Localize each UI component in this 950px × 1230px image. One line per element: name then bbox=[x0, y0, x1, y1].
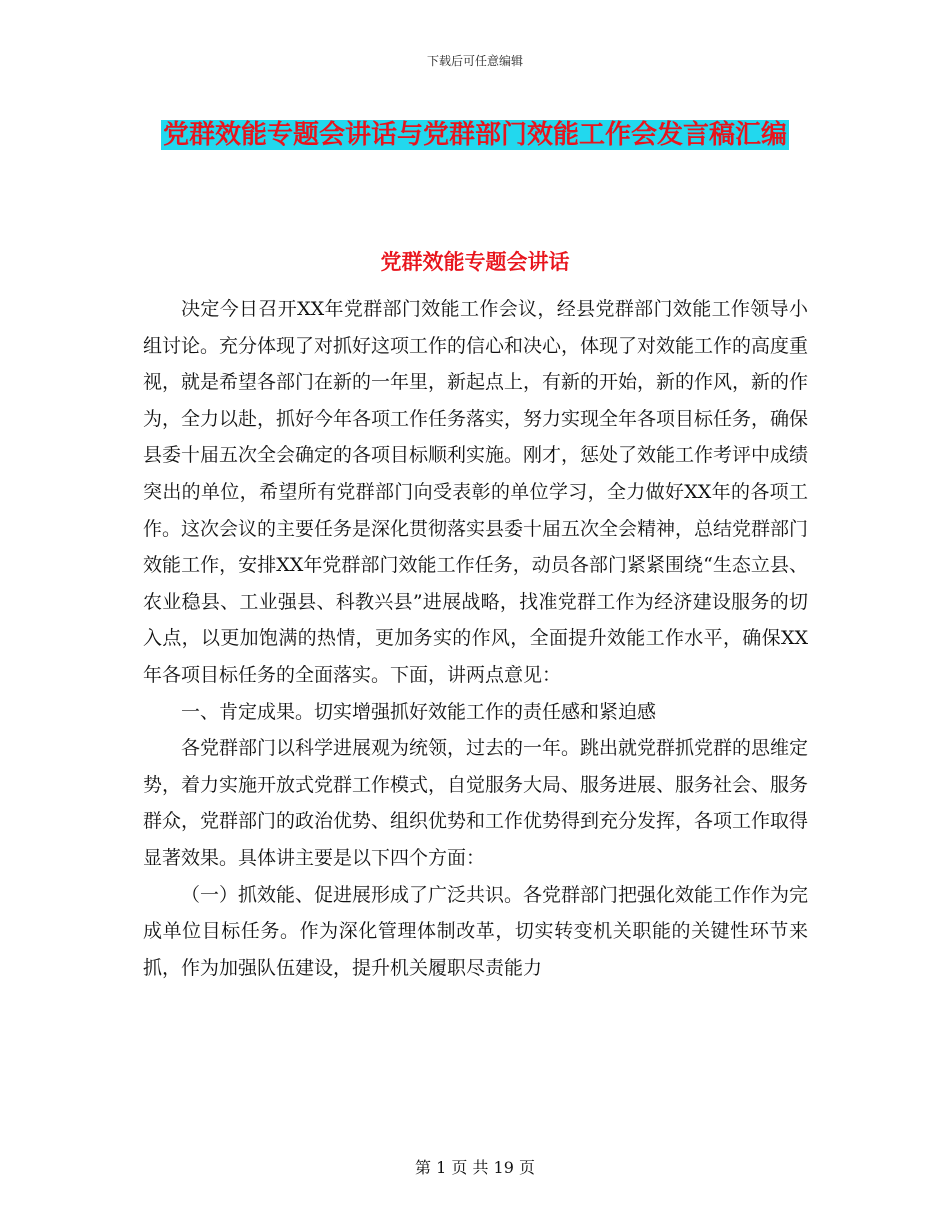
paragraph: 决定今日召开XX年党群部门效能工作会议，经县党群部门效能工作领导小组讨论。充分体现了对抓好这项工作的信心和决心，体现了对效能工作的高度重视，就是希望各部门在新的一年里，新起点上，有新的开始，新的作风，新的作为，全力以赴，抓好今年各项工作任务落实，努力实现全年各项目标任务，确保县委十届五次全会确定的各项目标顺利实施。刚才，惩处了效能工作考评中成绩突出的单位，希望所有党群部门向受表彰的单位学习，全力做好XX年的各项工作。这次会议的主要任务是深化贯彻落实县委十届五次全会精神，总结党群部门效能工作，安排XX年党群部门效能工作任务，动员各部门紧紧围绕“生态立县、农业稳县、工业强县、科教兴县”进展战略，找准党群工作为经济建设服务的切入点，以更加饱满的热情，更加务实的作风，全面提升效能工作水平，确保XX年各项目标任务的全面落实。下面，讲两点意见： bbox=[143, 298, 809, 686]
page-footer: 第 1 页 共 19 页 bbox=[415, 1158, 535, 1177]
document-title-text: 党群效能专题会讲话与党群部门效能工作会发言稿汇编 bbox=[162, 120, 787, 150]
paragraph: （一）抓效能、促进展形成了广泛共识。各党群部门把强化效能工作作为完成单位目标任务。作为深化管理体制改革，切实转变机关职能的关键性环节来抓，作为加强队伍建设，提升机关履职尽责能力 bbox=[143, 883, 809, 979]
paragraph: 各党群部门以科学进展观为统领，过去的一年。跳出就党群抓党群的思维定势，着力实施开放式党群工作模式，自觉服务大局、服务进展、服务社会、服务群众，党群部门的政治优势、组织优势和工作优势得到充分发挥，各项工作取得显著效果。具体讲主要是以下四个方面： bbox=[143, 737, 809, 869]
page-header: 下载后可任意编辑 bbox=[426, 54, 523, 68]
paragraph: 一、肯定成果。切实增强抓好效能工作的责任感和紧迫感 bbox=[181, 700, 657, 723]
document-title bbox=[150, 108, 800, 162]
section-title: 党群效能专题会讲话 bbox=[380, 249, 570, 274]
document-body bbox=[143, 291, 808, 986]
